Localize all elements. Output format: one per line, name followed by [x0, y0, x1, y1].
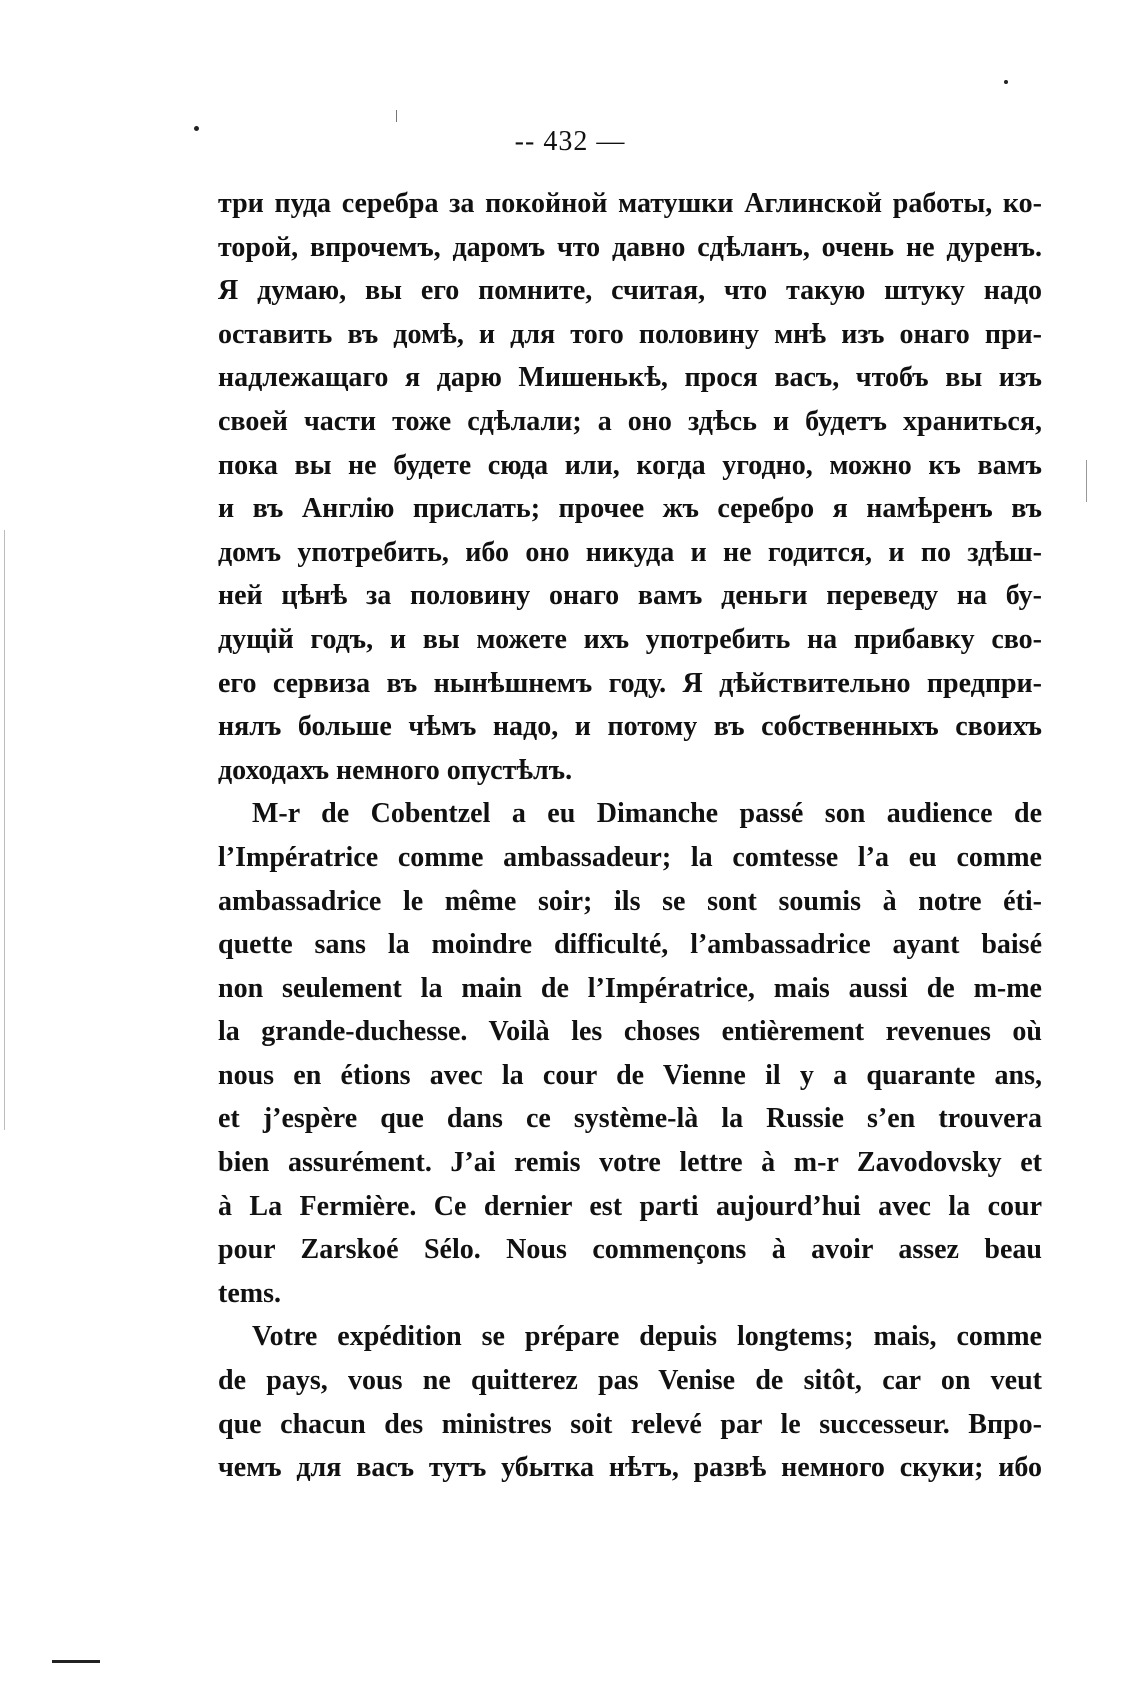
text-line: nous en étions avec la cour de Vienne il y a quarante ans,	[218, 1059, 1042, 1091]
text-line: ambassadrice le même soir; ils se sont soumis à notre éti-	[218, 885, 1042, 917]
speck-mark	[396, 110, 397, 122]
paragraph-french-1	[218, 792, 1042, 1315]
page-number: -- 432 —	[514, 126, 626, 157]
text-line: три пуда серебра за покойной матушки Аглинской работы, ко-	[218, 188, 1042, 219]
text-line: Votre expédition se prépare depuis longtems; mais, comme	[252, 1321, 1042, 1353]
text-line: доходахъ немного опустѣлъ.	[218, 754, 573, 786]
text-line: non seulement la main de l’Impératrice, mais aussi de m-me	[218, 972, 1042, 1004]
body-text	[218, 182, 1042, 1490]
paragraph-french-2	[218, 1315, 1042, 1489]
text-line: чемъ для васъ тутъ убытка нѣтъ, развѣ немного скуки; ибо	[218, 1452, 1042, 1484]
text-line: tems.	[218, 1277, 281, 1309]
text-line: M-r de Cobentzel a eu Dimanche passé son audience de	[252, 798, 1042, 830]
text-line: l’Impératrice comme ambassadeur; la comtesse l’a eu comme	[218, 841, 1042, 873]
scan-artifact-line	[1086, 460, 1087, 502]
text-line: надлежащаго я дарю Мишенькѣ, прося васъ, чтобъ вы изъ	[218, 362, 1042, 394]
text-line: его сервиза въ нынѣшнемъ году. Я дѣйствительно предпри-	[218, 667, 1042, 699]
text-line: la grande-duchesse. Voilà les choses entièrement revenues où	[218, 1016, 1042, 1048]
text-line: оставить въ домѣ, и для того половину мнѣ изъ онаго при-	[218, 318, 1042, 350]
text-line: que chacun des ministres soit relevé par le successeur. Впро-	[218, 1408, 1042, 1440]
text-line: нялъ больше чѣмъ надо, и потому въ собственныхъ своихъ	[218, 711, 1042, 743]
text-line: quette sans la moindre difficulté, l’ambassadrice ayant baisé	[218, 929, 1042, 961]
text-line: торой, впрочемъ, даромъ что давно сдѣланъ, очень не дуренъ.	[218, 231, 1042, 263]
text-line: и въ Англію прислать; прочее жъ серебро я намѣренъ въ	[218, 493, 1042, 525]
text-line: pour Zarskoé Sélo. Nous commençons à avoir assez beau	[218, 1234, 1042, 1266]
text-line: дущій годъ, и вы можете ихъ употребить на прибавку сво-	[218, 623, 1042, 655]
text-line: bien assurément. J’ai remis votre lettre à m-r Zavodovsky et	[218, 1147, 1042, 1179]
text-line: Я думаю, вы его помните, считая, что такую штуку надо	[218, 275, 1042, 307]
scan-artifact-line	[4, 530, 5, 1130]
text-line: домъ употребить, ибо оно никуда и не годится, и по здѣш-	[218, 536, 1042, 568]
text-line: et j’espère que dans ce système-là la Russie s’en trouvera	[218, 1103, 1042, 1135]
paragraph-russian	[218, 182, 1042, 792]
text-line: à La Fermière. Ce dernier est parti aujourd’hui avec la cour	[218, 1190, 1042, 1222]
text-line: пока вы не будете сюда или, когда угодно, можно къ вамъ	[218, 449, 1042, 481]
scan-artifact-rule	[52, 1660, 100, 1663]
text-line: de pays, vous ne quitterez pas Venise de sitôt, car on veut	[218, 1365, 1042, 1397]
text-line: ней цѣнѣ за половину онаго вамъ деньги переведу на бу-	[218, 580, 1042, 612]
speck-mark	[1004, 80, 1008, 84]
text-line: своей части тоже сдѣлали; а оно здѣсь и будетъ храниться,	[218, 405, 1042, 437]
